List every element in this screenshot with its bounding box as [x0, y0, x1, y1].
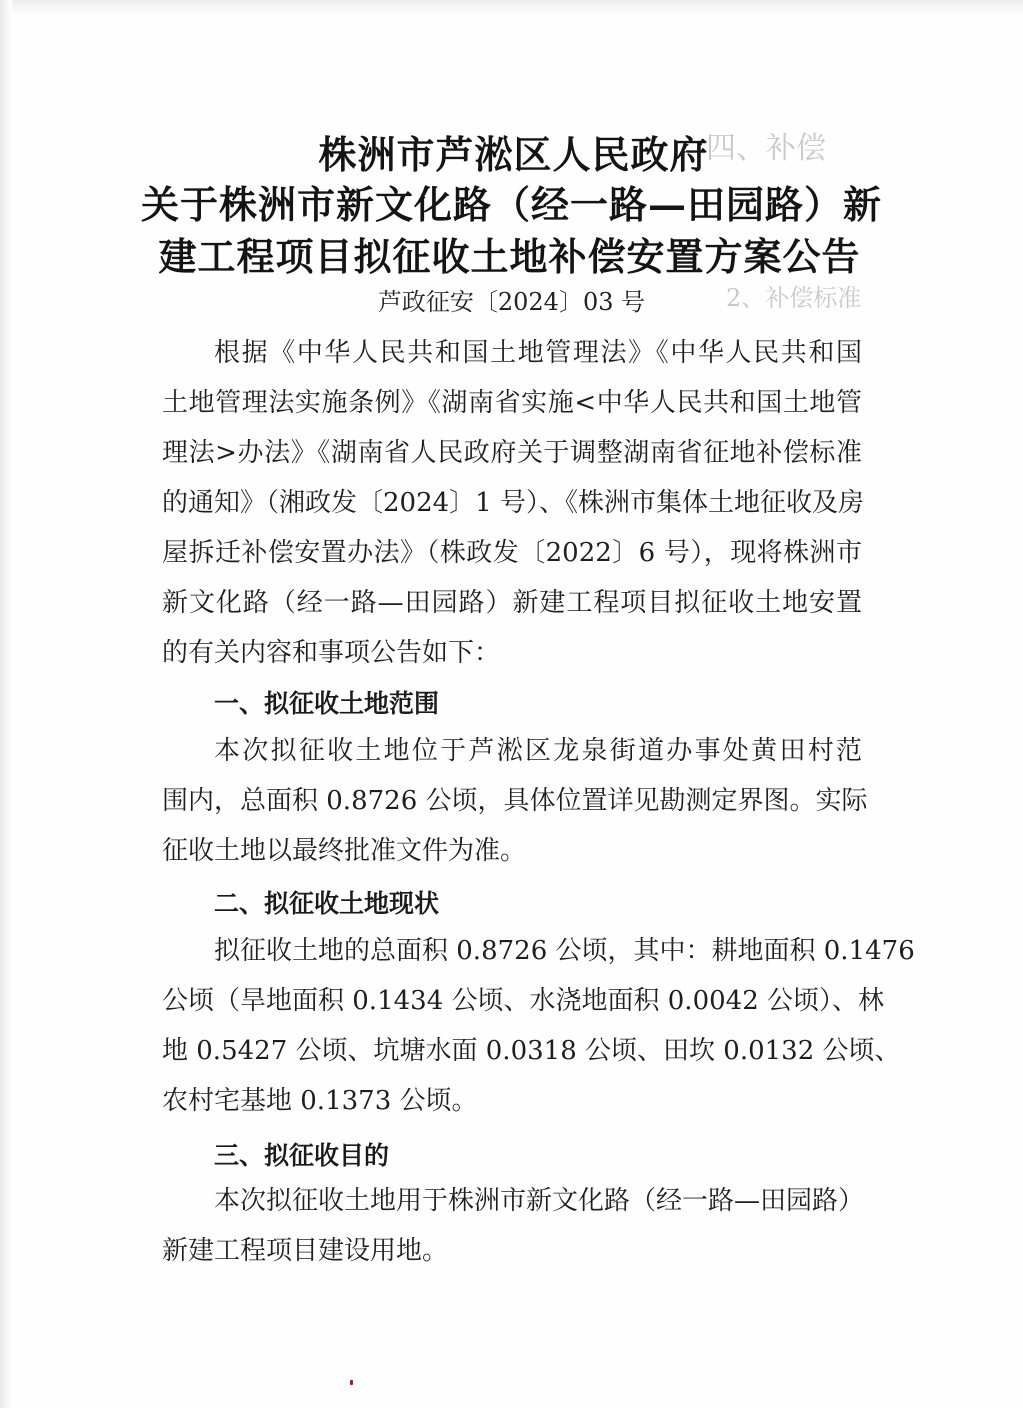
page-title-line-3: 建工程项目拟征收土地补偿安置方案公告: [158, 234, 861, 279]
text-line: 本次拟征收土地位于芦淞区龙泉街道办事处黄田村范: [214, 736, 862, 766]
text-line: 拟征收土地的总面积 0.8726 公顷，其中：耕地面积 0.1476: [214, 936, 915, 966]
section-heading-3: 三、拟征收目的: [214, 1141, 390, 1170]
text-line: 的有关内容和事项公告如下：: [162, 638, 501, 668]
bleed-through-text: 四、补偿: [706, 131, 826, 166]
text-line: 土地管理法实施条例》《湖南省实施<中华人民共和国土地管: [162, 388, 862, 418]
text-line: 新建工程项目建设用地。: [162, 1236, 449, 1266]
text-line: 新文化路（经一路—田园路）新建工程项目拟征收土地安置: [162, 588, 862, 618]
bleed-through-text: 2、补偿标准: [726, 284, 862, 312]
scan-shadow-top: [0, 0, 1023, 14]
text-line: 屋拆迁补偿安置办法》（株政发〔2022〕6 号），现将株洲市: [162, 538, 862, 568]
text-line: 公顷（旱地面积 0.1434 公顷、水浇地面积 0.0042 公顷）、林: [162, 986, 885, 1016]
page-title-line-2: 关于株洲市新文化路（经一路—田园路）新: [140, 182, 882, 227]
intro-paragraph: [162, 328, 862, 678]
text-line: 的通知》（湘政发〔2024〕1 号）、《株洲市集体土地征收及房: [162, 488, 864, 518]
section-heading-1: 一、拟征收土地范围: [214, 689, 440, 718]
text-line: 农村宅基地 0.1373 公顷。: [162, 1086, 478, 1116]
text-line: 本次拟征收土地用于株洲市新文化路（经一路—田园路）: [214, 1186, 865, 1216]
text-line: 征收土地以最终批准文件为准。: [162, 836, 527, 866]
section-2-paragraph: [162, 926, 915, 1126]
text-line: 地 0.5427 公顷、坑塘水面 0.0318 公顷、田坎 0.0132 公顷、: [162, 1036, 901, 1066]
section-3-paragraph: [162, 1176, 865, 1276]
text-line: 围内，总面积 0.8726 公顷，具体位置详见勘测定界图。实际: [162, 786, 868, 816]
section-1-paragraph: [162, 726, 868, 876]
page-title-line-1: 株洲市芦淞区人民政府: [318, 132, 709, 177]
text-line: 理法>办法》《湖南省人民政府关于调整湖南省征地补偿标准: [162, 438, 862, 468]
document-number: 芦政征安〔2024〕03 号: [377, 288, 646, 316]
red-ink-speck: [350, 1380, 353, 1385]
text-line: 根据《中华人民共和国土地管理法》《中华人民共和国: [214, 338, 862, 368]
section-heading-2: 二、拟征收土地现状: [214, 889, 440, 918]
